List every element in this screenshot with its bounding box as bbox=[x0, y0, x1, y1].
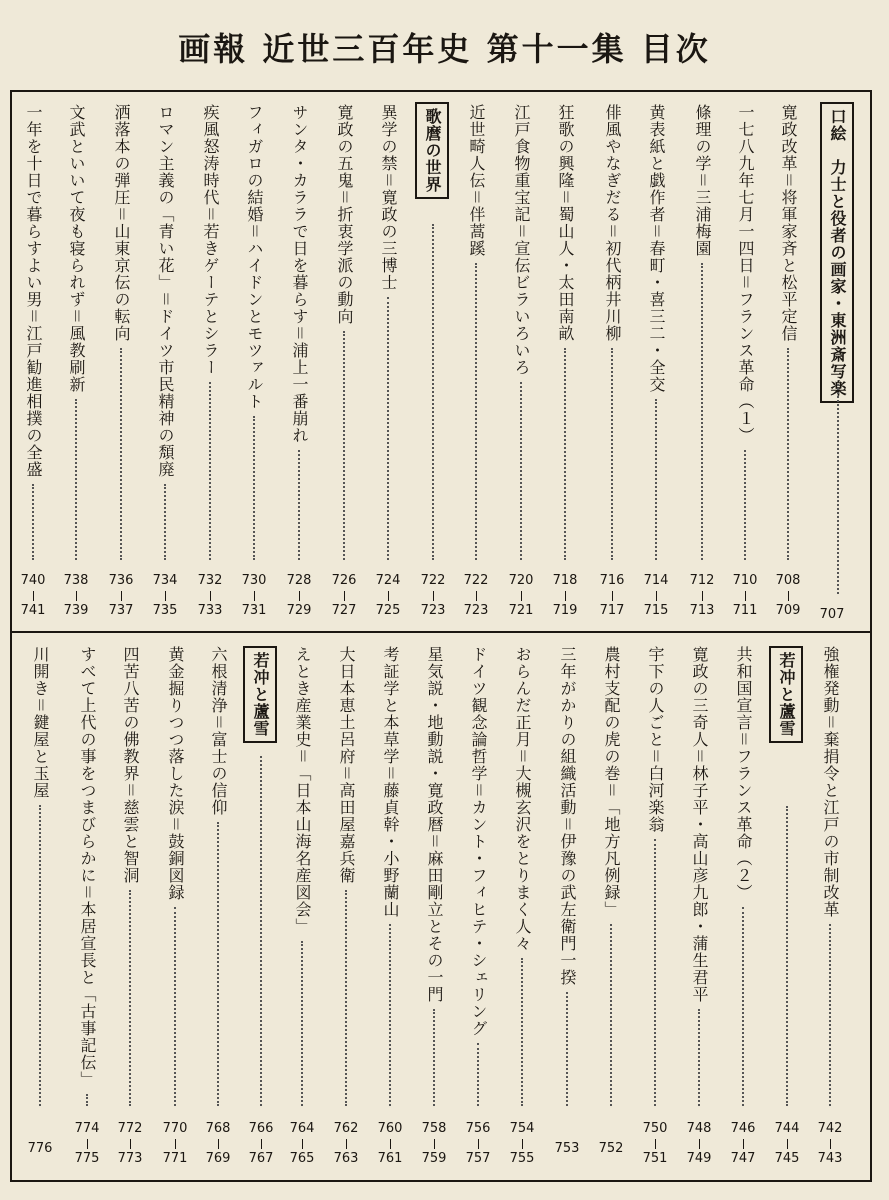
page-range-dash bbox=[745, 591, 746, 601]
dotted-leader bbox=[611, 348, 613, 560]
page-end: 727 bbox=[331, 603, 357, 618]
page-end: 735 bbox=[152, 603, 178, 618]
page-range-dash bbox=[130, 1139, 131, 1149]
page-range-dash bbox=[121, 591, 122, 601]
dotted-leader bbox=[389, 924, 391, 1106]
page-number bbox=[324, 574, 364, 618]
toc-entry bbox=[816, 646, 844, 1112]
frontispiece-box bbox=[820, 102, 854, 403]
dotted-leader bbox=[655, 399, 657, 560]
entry-title: 文武といいて夜も寝られず＝風教刷新 bbox=[67, 104, 86, 393]
section-ezo-label: 若冲と蘆雪 bbox=[769, 646, 803, 743]
entry-title: 考証学と本草学＝藤貞幹・小野蘭山 bbox=[381, 646, 400, 918]
page-end: 715 bbox=[643, 603, 669, 618]
page-end: 755 bbox=[509, 1151, 535, 1166]
entry-title: 江戸食物重宝記＝宣伝ビラいろいろ bbox=[512, 104, 531, 376]
dotted-leader bbox=[566, 992, 568, 1106]
entry-title: 俳風やなぎだる＝初代柄井川柳 bbox=[603, 104, 622, 342]
toc-entry bbox=[332, 646, 360, 1112]
dotted-leader bbox=[475, 263, 477, 560]
dotted-leader bbox=[387, 297, 389, 560]
dotted-leader bbox=[345, 890, 347, 1106]
page-number bbox=[456, 574, 496, 618]
toc-entry bbox=[107, 104, 135, 566]
page-number bbox=[810, 1122, 850, 1166]
dotted-leader bbox=[209, 382, 211, 560]
entry-title: 近世畸人伝＝伴蒿蹊 bbox=[467, 104, 486, 257]
page-end: 751 bbox=[642, 1151, 668, 1166]
page-number bbox=[723, 1122, 763, 1166]
page-range-dash bbox=[612, 591, 613, 601]
page-start: 770 bbox=[162, 1121, 188, 1136]
page-number bbox=[145, 574, 185, 618]
toc-entry bbox=[285, 104, 313, 566]
page-number bbox=[591, 1122, 631, 1156]
page-start: 750 bbox=[642, 1121, 668, 1136]
page-range-dash bbox=[210, 591, 211, 601]
entry-title: 川開き＝鍵屋と玉屋 bbox=[31, 646, 50, 799]
toc-entry bbox=[642, 104, 670, 566]
page-end: 713 bbox=[689, 603, 715, 618]
toc-entry bbox=[508, 646, 536, 1112]
page-range-dash bbox=[830, 1139, 831, 1149]
page-range-dash bbox=[521, 591, 522, 601]
page-number bbox=[326, 1122, 366, 1166]
page-number bbox=[279, 574, 319, 618]
dotted-leader bbox=[564, 348, 566, 560]
dotted-leader bbox=[174, 907, 176, 1106]
entry-title: 三年がかりの組織活動＝伊豫の武左衛門一揆 bbox=[558, 646, 577, 986]
dotted-leader bbox=[698, 1009, 700, 1106]
entry-title: 疾風怒涛時代＝若きゲーテとシラー bbox=[201, 104, 220, 376]
page-number bbox=[592, 574, 632, 618]
entry-title: 黄金掘りつつ落した涙＝鼓銅図録 bbox=[166, 646, 185, 901]
page-number bbox=[458, 1122, 498, 1166]
page-start: 762 bbox=[333, 1121, 359, 1136]
page-number bbox=[282, 1122, 322, 1166]
toc-entry bbox=[204, 646, 232, 1112]
page-start: 720 bbox=[508, 573, 534, 588]
page-start: 760 bbox=[377, 1121, 403, 1136]
page-start: 774 bbox=[74, 1121, 100, 1136]
dotted-leader bbox=[120, 348, 122, 560]
page-end: 752 bbox=[598, 1141, 624, 1156]
toc-entry bbox=[774, 104, 802, 566]
page-number bbox=[812, 608, 852, 622]
toc-entry bbox=[553, 646, 581, 1112]
page-number bbox=[768, 574, 808, 618]
page-number bbox=[155, 1122, 195, 1166]
page-title: 画報 近世三百年史 第十一集 目次 bbox=[178, 30, 711, 68]
toc-entry bbox=[729, 646, 757, 1112]
section-utamaro bbox=[418, 102, 446, 214]
section-divider bbox=[10, 631, 872, 633]
dotted-leader bbox=[432, 224, 434, 560]
page-range-dash bbox=[656, 591, 657, 601]
page-range-dash bbox=[478, 1139, 479, 1149]
page-start: 726 bbox=[331, 573, 357, 588]
page-start: 742 bbox=[817, 1121, 843, 1136]
dotted-leader bbox=[477, 1043, 479, 1106]
page-number bbox=[20, 1122, 60, 1156]
dotted-leader bbox=[32, 484, 34, 560]
page-start: 707 bbox=[819, 607, 845, 622]
page-start: 746 bbox=[730, 1121, 756, 1136]
toc-entry bbox=[507, 104, 535, 566]
page-number bbox=[234, 574, 274, 618]
entry-title: 一年を十日で暮らすよい男＝江戸勧進相撲の全盛 bbox=[24, 104, 43, 478]
entry-title: 異学の禁＝寛政の三博士 bbox=[379, 104, 398, 291]
dotted-leader bbox=[260, 756, 262, 1106]
toc-entry bbox=[597, 646, 625, 1112]
dotted-leader bbox=[701, 263, 703, 560]
toc-entry bbox=[62, 104, 90, 566]
toc-entry bbox=[598, 104, 626, 566]
entry-title: ロマン主義の「青い花」＝ドイツ市民精神の頽廃 bbox=[156, 104, 175, 478]
entry-title: 強権発動＝棄捐令と江戸の市制改革 bbox=[821, 646, 840, 918]
page-end: 717 bbox=[599, 603, 625, 618]
page-number bbox=[682, 574, 722, 618]
page-number bbox=[198, 1122, 238, 1166]
dotted-leader bbox=[787, 348, 789, 560]
page-start: 732 bbox=[197, 573, 223, 588]
page-start: 768 bbox=[205, 1121, 231, 1136]
page-start: 718 bbox=[552, 573, 578, 588]
page-number bbox=[636, 574, 676, 618]
page-end: 775 bbox=[74, 1151, 100, 1166]
page-end: 723 bbox=[463, 603, 489, 618]
toc-entry bbox=[330, 104, 358, 566]
entry-title: 星気説・地動説・寛政暦＝麻田剛立とその一門 bbox=[425, 646, 444, 1003]
toc-entry bbox=[462, 104, 490, 566]
page-range-dash bbox=[175, 1139, 176, 1149]
page-range-dash bbox=[261, 1139, 262, 1149]
toc-entry bbox=[73, 646, 101, 1112]
page-number bbox=[679, 1122, 719, 1166]
page-start: 716 bbox=[599, 573, 625, 588]
page-number bbox=[413, 574, 453, 618]
page-range-dash bbox=[390, 1139, 391, 1149]
entry-title: えとき産業史＝「日本山海名産図会」 bbox=[293, 646, 312, 935]
page-end: 767 bbox=[248, 1151, 274, 1166]
toc-entry bbox=[420, 646, 448, 1112]
page-number bbox=[13, 574, 53, 618]
toc-entry bbox=[151, 104, 179, 566]
dotted-leader bbox=[742, 907, 744, 1106]
dotted-leader-column bbox=[773, 800, 801, 1112]
page-end: 769 bbox=[205, 1151, 231, 1166]
entry-title: ドイツ観念論哲学＝カント・フィヒテ・シェリング bbox=[469, 646, 488, 1037]
page-end: 723 bbox=[420, 603, 446, 618]
page-number bbox=[725, 574, 765, 618]
entry-title: 宇下の人ごと＝白河楽翁 bbox=[646, 646, 665, 833]
entry-title: 洒落本の弾圧＝山東京伝の転向 bbox=[112, 104, 131, 342]
entry-title: 寛政の五鬼＝折衷学派の動向 bbox=[335, 104, 354, 325]
entry-title: サンタ・カララで日を暮らす＝浦上一番崩れ bbox=[290, 104, 309, 444]
page-start: 756 bbox=[465, 1121, 491, 1136]
page-start: 736 bbox=[108, 573, 134, 588]
page-start: 748 bbox=[686, 1121, 712, 1136]
page-range-dash bbox=[302, 1139, 303, 1149]
entry-title: 條理の学＝三浦梅園 bbox=[693, 104, 712, 257]
page-start: 754 bbox=[509, 1121, 535, 1136]
page-end: 729 bbox=[286, 603, 312, 618]
page-number bbox=[501, 574, 541, 618]
page-range-dash bbox=[522, 1139, 523, 1149]
toc-entry bbox=[551, 104, 579, 566]
dotted-leader bbox=[786, 806, 788, 1106]
toc-entry bbox=[19, 104, 47, 566]
entry-title: 黄表紙と戯作者＝春町・喜三二・全交 bbox=[647, 104, 666, 393]
entry-title: 大日本恵土呂府＝高田屋嘉兵衛 bbox=[337, 646, 356, 884]
entry-title: 六根清浄＝富士の信仰 bbox=[209, 646, 228, 816]
dotted-leader bbox=[39, 805, 41, 1106]
page-number bbox=[545, 574, 585, 618]
toc-entry bbox=[464, 646, 492, 1112]
page-end: 711 bbox=[732, 603, 758, 618]
page-start: 722 bbox=[420, 573, 446, 588]
page-start: 772 bbox=[117, 1121, 143, 1136]
page-start: 722 bbox=[463, 573, 489, 588]
page-number bbox=[190, 574, 230, 618]
dotted-leader bbox=[744, 450, 746, 560]
dotted-leader bbox=[164, 484, 166, 560]
page-number bbox=[67, 1122, 107, 1166]
page-range-dash bbox=[76, 591, 77, 601]
page-number bbox=[635, 1122, 675, 1166]
dotted-leader bbox=[298, 450, 300, 560]
page-range-dash bbox=[565, 591, 566, 601]
page-range-dash bbox=[434, 1139, 435, 1149]
dotted-leader bbox=[520, 382, 522, 560]
page-start: 710 bbox=[732, 573, 758, 588]
spacer bbox=[828, 142, 847, 159]
page-start: 740 bbox=[20, 573, 46, 588]
page-start: 764 bbox=[289, 1121, 315, 1136]
section-utamaro-label: 歌麿の世界 bbox=[415, 102, 449, 199]
dotted-leader bbox=[837, 384, 839, 594]
dotted-leader bbox=[75, 399, 77, 560]
page-end: 765 bbox=[289, 1151, 315, 1166]
section-jakuchu-label: 若冲と蘆雪 bbox=[243, 646, 277, 743]
page-start: 712 bbox=[689, 573, 715, 588]
page-end: 733 bbox=[197, 603, 223, 618]
page-number bbox=[502, 1122, 542, 1166]
entry-title: 農村支配の虎の巻＝「地方凡例録」 bbox=[602, 646, 621, 918]
page-number bbox=[547, 1122, 587, 1156]
page-number bbox=[56, 574, 96, 618]
toc-entry bbox=[240, 104, 268, 566]
page-end: 721 bbox=[508, 603, 534, 618]
page-end: 759 bbox=[421, 1151, 447, 1166]
page-end: 719 bbox=[552, 603, 578, 618]
page-number bbox=[241, 1122, 281, 1166]
page-number bbox=[101, 574, 141, 618]
dotted-leader bbox=[301, 941, 303, 1106]
page-range-dash bbox=[299, 591, 300, 601]
entry-title: 共和国宣言＝フランス革命（２） bbox=[734, 646, 753, 901]
dotted-leader-column bbox=[247, 750, 275, 1112]
page-range-dash bbox=[433, 591, 434, 601]
page-range-dash bbox=[788, 591, 789, 601]
page-range-dash bbox=[165, 591, 166, 601]
page-end: 763 bbox=[333, 1151, 359, 1166]
dotted-leader-column bbox=[419, 218, 447, 566]
toc-entry bbox=[688, 104, 716, 566]
page-number bbox=[110, 1122, 150, 1166]
page-start: 738 bbox=[63, 573, 89, 588]
page-range-dash bbox=[33, 591, 34, 601]
page-start: 724 bbox=[375, 573, 401, 588]
entry-title: 寛政の三奇人＝林子平・高山彦九郎・蒲生君平 bbox=[690, 646, 709, 1003]
toc-entry bbox=[161, 646, 189, 1112]
dotted-leader bbox=[129, 890, 131, 1106]
page-end: 737 bbox=[108, 603, 134, 618]
toc-entry bbox=[196, 104, 224, 566]
toc-entry bbox=[288, 646, 316, 1112]
page-end: 753 bbox=[554, 1141, 580, 1156]
page-range-dash bbox=[699, 1139, 700, 1149]
page-range-dash bbox=[743, 1139, 744, 1149]
page-number bbox=[767, 1122, 807, 1166]
toc-entry bbox=[376, 646, 404, 1112]
toc-entry bbox=[374, 104, 402, 566]
frontispiece-title: 力士と役者の画家・東洲斎写楽 bbox=[828, 159, 847, 397]
page-start: 766 bbox=[248, 1121, 274, 1136]
toc-entry bbox=[731, 104, 759, 566]
page-range-dash bbox=[787, 1139, 788, 1149]
toc-entry bbox=[685, 646, 713, 1112]
page-end: 773 bbox=[117, 1151, 143, 1166]
page-number bbox=[370, 1122, 410, 1166]
page-number bbox=[368, 574, 408, 618]
dotted-leader bbox=[433, 1009, 435, 1106]
section-ezo bbox=[772, 646, 800, 796]
page-range-dash bbox=[254, 591, 255, 601]
section-jakuchu bbox=[246, 646, 274, 746]
dotted-leader bbox=[654, 839, 656, 1106]
entry-title: すべて上代の事をつまびらかに＝本居宣長と「古事記伝」 bbox=[78, 646, 97, 1088]
page-start: 730 bbox=[241, 573, 267, 588]
page-end: 741 bbox=[20, 603, 46, 618]
entry-title: 寛政改革＝将軍家斉と松平定信 bbox=[779, 104, 798, 342]
page-start: 714 bbox=[643, 573, 669, 588]
page-end: 776 bbox=[27, 1141, 53, 1156]
page-range-dash bbox=[218, 1139, 219, 1149]
dotted-leader bbox=[217, 822, 219, 1106]
page-range-dash bbox=[346, 1139, 347, 1149]
page-range-dash bbox=[388, 591, 389, 601]
entry-title: フィガロの結婚＝ハイドンとモツァルト bbox=[245, 104, 264, 410]
page-end: 731 bbox=[241, 603, 267, 618]
dotted-leader bbox=[86, 1094, 88, 1106]
toc-entry bbox=[641, 646, 669, 1112]
frontispiece-label: 口絵 bbox=[828, 108, 847, 142]
page-end: 739 bbox=[63, 603, 89, 618]
page-start: 708 bbox=[775, 573, 801, 588]
page-end: 757 bbox=[465, 1151, 491, 1166]
entry-title: 四苦八苦の佛教界＝慈雲と智洞 bbox=[121, 646, 140, 884]
entry-title: 一七八九年七月一四日＝フランス革命（１） bbox=[736, 104, 755, 444]
page-start: 758 bbox=[421, 1121, 447, 1136]
dotted-leader bbox=[521, 958, 523, 1106]
toc-entry bbox=[26, 646, 54, 1112]
dotted-leader bbox=[343, 331, 345, 560]
page-number bbox=[414, 1122, 454, 1166]
page-end: 745 bbox=[774, 1151, 800, 1166]
toc-entry bbox=[116, 646, 144, 1112]
page-end: 747 bbox=[730, 1151, 756, 1166]
page-end: 771 bbox=[162, 1151, 188, 1166]
page-start: 734 bbox=[152, 573, 178, 588]
page-end: 725 bbox=[375, 603, 401, 618]
page-range-dash bbox=[655, 1139, 656, 1149]
page-end: 761 bbox=[377, 1151, 403, 1166]
entry-title: 狂歌の興隆＝蜀山人・太田南畝 bbox=[556, 104, 575, 342]
page-end: 743 bbox=[817, 1151, 843, 1166]
page-end: 709 bbox=[775, 603, 801, 618]
dotted-leader bbox=[610, 924, 612, 1106]
page-range-dash bbox=[87, 1139, 88, 1149]
dotted-leader bbox=[829, 924, 831, 1106]
entry-title: おらんだ正月＝大槻玄沢をとりまく人々 bbox=[513, 646, 532, 952]
dotted-leader-column bbox=[824, 378, 852, 600]
page-range-dash bbox=[344, 591, 345, 601]
page-start: 744 bbox=[774, 1121, 800, 1136]
frontispiece-entry bbox=[823, 102, 851, 397]
dotted-leader bbox=[253, 416, 255, 560]
page-range-dash bbox=[702, 591, 703, 601]
page-end: 749 bbox=[686, 1151, 712, 1166]
page-range-dash bbox=[476, 591, 477, 601]
page-start: 728 bbox=[286, 573, 312, 588]
